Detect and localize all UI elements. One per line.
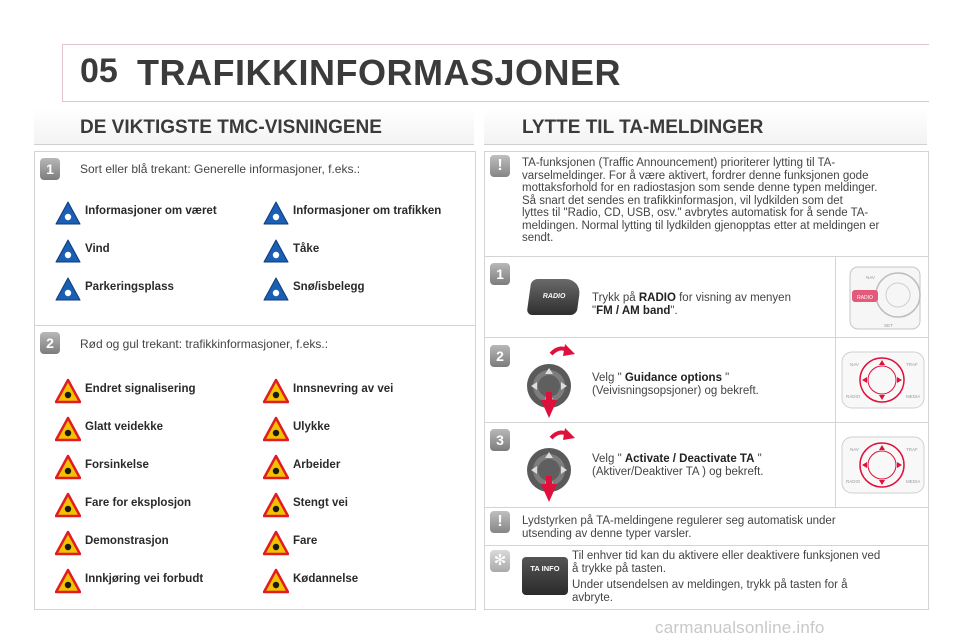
- svg-text:MEDIA: MEDIA: [906, 394, 921, 399]
- sign-item: [263, 378, 463, 406]
- sign-label: Kødannelse: [293, 573, 359, 585]
- road-narrowing-sign-icon: [263, 378, 289, 404]
- explosion-sign-icon: [55, 492, 81, 518]
- sign-label: Fare: [293, 535, 318, 547]
- roadworks-sign-icon: [263, 454, 289, 480]
- step-badge-3: 3: [490, 429, 510, 451]
- sign-item: [55, 238, 255, 266]
- sign-item: [55, 378, 255, 406]
- weather-sign-icon: [55, 200, 81, 226]
- sign-item: [55, 416, 255, 444]
- panel-divider: [35, 325, 475, 326]
- traffic-info-sign-icon: [263, 200, 289, 226]
- sign-label: Tåke: [293, 243, 320, 255]
- snow-ice-sign-icon: [263, 276, 289, 302]
- delay-sign-icon: [55, 454, 81, 480]
- step-badge-2: 2: [40, 332, 60, 354]
- parking-sign-icon: [55, 276, 81, 302]
- sign-item: [263, 416, 463, 444]
- signal-change-sign-icon: [55, 378, 81, 404]
- sign-label: Endret signalisering: [85, 383, 196, 395]
- sign-label: Fare for eksplosjon: [85, 497, 192, 509]
- sign-item: [263, 276, 463, 304]
- chapter-number: 05: [80, 52, 118, 90]
- sign-label: Informasjoner om trafikken: [293, 205, 442, 217]
- traffic-signs-list: [55, 378, 475, 608]
- traffic-jam-sign-icon: [263, 568, 289, 594]
- alert-badge: !: [490, 155, 510, 177]
- rotary-knob-icon: [521, 340, 581, 420]
- wind-sign-icon: [55, 238, 81, 264]
- sign-item: [263, 530, 463, 558]
- sign-label: Snø/isbelegg: [293, 281, 365, 293]
- group1-intro: Sort eller blå trekant: Generelle informasjoner, f.eks.:: [80, 162, 361, 176]
- svg-text:RADIO: RADIO: [857, 295, 873, 301]
- slippery-road-sign-icon: [55, 416, 81, 442]
- panel-divider: [485, 507, 928, 508]
- svg-text:MEDIA: MEDIA: [906, 479, 921, 484]
- sign-item: [55, 454, 255, 482]
- svg-text:SET: SET: [884, 323, 893, 328]
- console-knob-thumbnail: [835, 423, 928, 507]
- no-entry-sign-icon: [55, 568, 81, 594]
- step2-text: Velg " Guidance options " (Veivisningsopsjoner) og bekreft.: [592, 372, 759, 397]
- sign-label: Innsnevring av vei: [293, 383, 394, 395]
- text-line: mottaksforhold for en radiostasjon som sende denne typen meldinger.: [522, 182, 878, 194]
- sign-label: Arbeider: [293, 459, 341, 471]
- step3-text: Velg " Activate / Deactivate TA " (Aktiver/Deaktiver TA ) og bekreft.: [592, 453, 764, 478]
- text-line: TA-funksjonen (Traffic Announcement) prioriterer lytting til TA-: [522, 157, 836, 169]
- step-badge-1: 1: [490, 263, 510, 285]
- sign-item: [55, 200, 255, 228]
- general-signs-list: [55, 200, 475, 320]
- svg-text:NAV: NAV: [850, 362, 859, 367]
- sign-label: Parkeringsplass: [85, 281, 174, 293]
- ta-messages-panel: [484, 151, 929, 610]
- page-title: TRAFIKKINFORMASJONER: [137, 52, 621, 93]
- step-badge-1: 1: [40, 158, 60, 180]
- text-line: lyttes til "Radio, CD, USB, osv." avbrytes automatisk for å sende TA-: [522, 207, 869, 219]
- right-section-heading-bar: [484, 108, 927, 145]
- watermark: carmanualsonline.info: [655, 618, 825, 637]
- group2-intro: Rød og gul trekant: trafikkinformasjoner, f.eks.:: [80, 337, 329, 351]
- sign-item: [263, 238, 463, 266]
- text-line: sendt.: [522, 232, 554, 244]
- step-badge-2: 2: [490, 345, 510, 367]
- left-section-heading-bar: [34, 108, 474, 145]
- fog-sign-icon: [263, 238, 289, 264]
- accident-sign-icon: [263, 416, 289, 442]
- svg-text:RADIO: RADIO: [846, 394, 861, 399]
- danger-sign-icon: [263, 530, 289, 556]
- text-line: meldingen. Normal lytting til lydkilden gjenopptas etter at meldingen er: [522, 219, 880, 232]
- demonstration-sign-icon: [55, 530, 81, 556]
- sign-item: [55, 276, 255, 304]
- sign-label: Vind: [85, 243, 110, 255]
- right-section-heading: LYTTE TIL TA-MELDINGER: [522, 117, 764, 138]
- svg-text:RADIO: RADIO: [846, 479, 861, 484]
- console-knob-thumbnail: [835, 338, 928, 422]
- sign-item: [263, 200, 463, 228]
- sign-label: Glatt veidekke: [85, 421, 163, 433]
- sign-label: Ulykke: [293, 421, 331, 433]
- sign-item: [263, 454, 463, 482]
- tmc-signs-panel: [34, 151, 476, 610]
- text-line: varselmeldinger. For å være aktivert, fordrer denne funksjonen gode: [522, 169, 869, 182]
- ta-intro-text: [522, 157, 922, 245]
- console-radio-thumbnail: [835, 257, 928, 337]
- sign-item: [263, 492, 463, 520]
- sign-item: [55, 568, 255, 596]
- sign-label: Demonstrasjon: [85, 535, 169, 547]
- radio-button[interactable]: RADIO: [526, 279, 581, 315]
- ta-info-button[interactable]: TA INFO: [522, 557, 568, 595]
- sign-label: Innkjøring vei forbudt: [85, 573, 204, 585]
- text-line: Så snart det sendes en trafikkinformasjon, vil lydkilden som det: [522, 194, 843, 207]
- sign-item: [55, 492, 255, 520]
- sign-item: [263, 568, 463, 596]
- svg-text:TRAF: TRAF: [906, 447, 918, 452]
- alert-badge: !: [490, 511, 510, 533]
- step1-text: Trykk på RADIO for visning av menyen "FM / AM band".: [592, 292, 791, 317]
- tip-gear-icon: ✻: [490, 550, 510, 572]
- sign-label: Informasjoner om været: [85, 205, 217, 217]
- road-closed-sign-icon: [263, 492, 289, 518]
- sign-label: Stengt vei: [293, 497, 348, 509]
- svg-text:NAV: NAV: [866, 275, 875, 280]
- sign-item: [55, 530, 255, 558]
- svg-text:TRAF: TRAF: [906, 362, 918, 367]
- ta-volume-note: Lydstyrken på TA-meldingene regulerer seg automatisk under utsending av denne typer varsler.: [522, 515, 836, 540]
- panel-divider: [485, 545, 928, 546]
- rotary-knob-icon: [521, 424, 581, 504]
- sign-label: Forsinkelse: [85, 459, 149, 471]
- svg-text:NAV: NAV: [850, 447, 859, 452]
- ta-info-tip: Til enhver tid kan du aktivere eller deaktivere funksjonen ved å trykke på tasten. Under utsendelsen av meldingen, trykk på tasten for å avbryte.: [572, 550, 881, 604]
- left-section-heading: DE VIKTIGSTE TMC-VISNINGENE: [80, 117, 382, 138]
